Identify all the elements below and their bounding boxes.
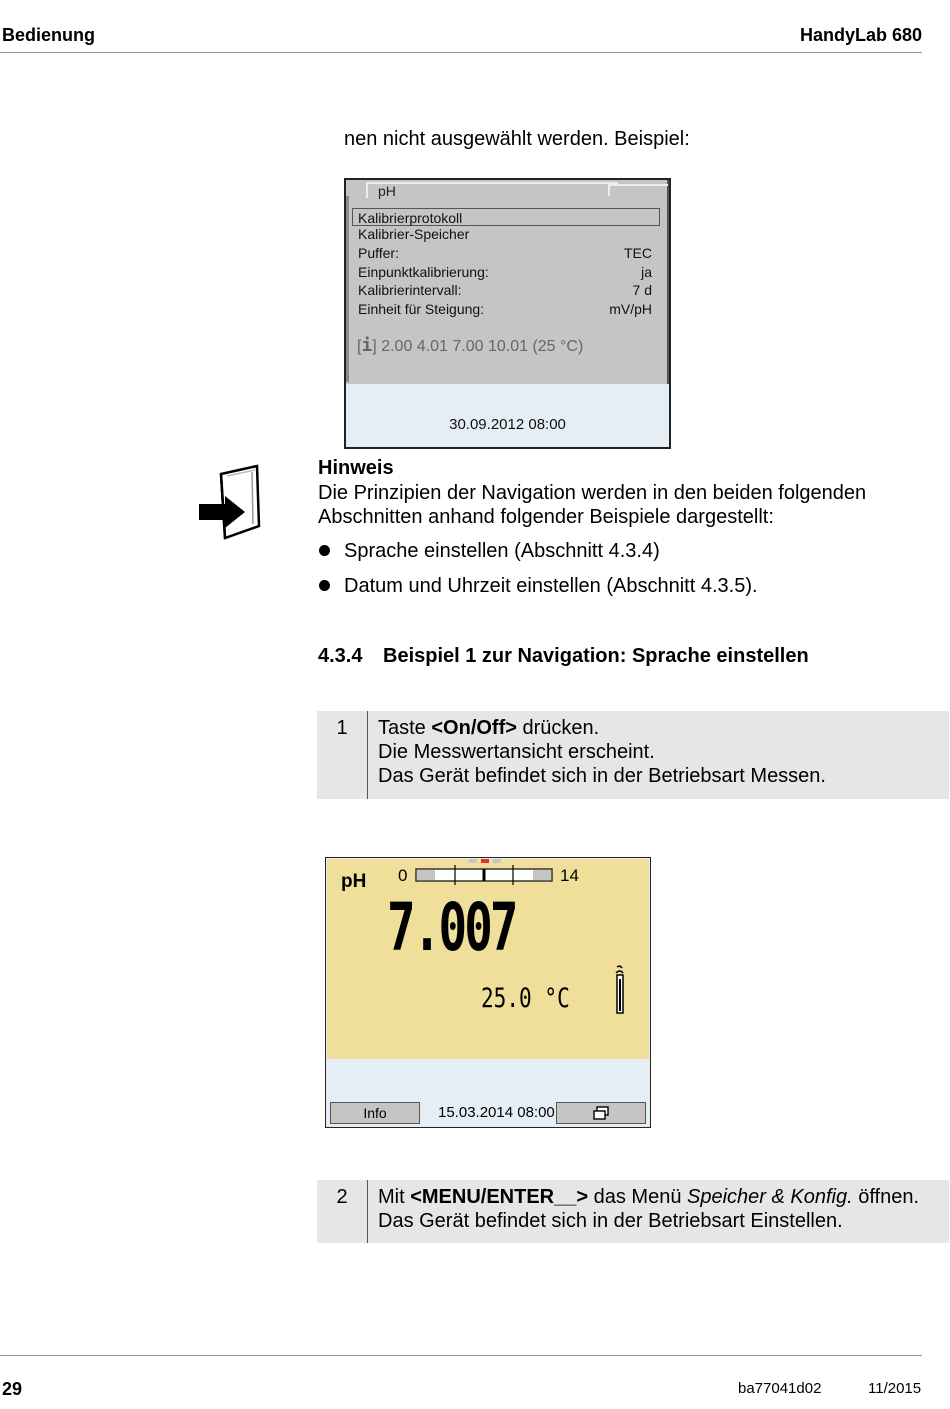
step-text-part: Taste	[378, 717, 432, 739]
step-number: 2	[336, 1186, 348, 1208]
measured-value: 7.007	[387, 889, 516, 966]
parameter-label: pH	[341, 871, 367, 892]
status-datetime: 15.03.2014 08:00	[438, 1104, 555, 1121]
menu-area	[346, 180, 669, 384]
step-1-row	[317, 711, 949, 799]
menu-item-label: Kalibrierintervall:	[358, 282, 462, 298]
section-title: Beispiel 1 zur Navigation: Sprache einstellen	[383, 645, 809, 667]
menu-item-label: Einheit für Steigung:	[358, 301, 485, 317]
info-bracket-close: ]	[372, 338, 377, 355]
menu-left-edge	[346, 196, 349, 382]
intro-text: nen nicht ausgewählt werden. Beispiel:	[344, 128, 690, 150]
menu-item-einheit-steigung[interactable]	[358, 300, 656, 318]
temperature-value: 25.0 °C	[481, 983, 570, 1014]
step-2-row	[317, 1180, 949, 1243]
header-rule	[0, 52, 922, 53]
menu-item-kalibrierprotokoll[interactable]	[352, 208, 660, 226]
key-label: <On/Off>	[431, 717, 517, 739]
step-text	[378, 1185, 919, 1233]
menu-item-label: Puffer:	[358, 245, 399, 261]
menu-item-kalibrierintervall[interactable]	[358, 281, 656, 299]
scale-max: 14	[560, 866, 579, 885]
step-line	[378, 716, 826, 740]
measurement-area	[327, 859, 649, 1059]
bullet-item: Datum und Uhrzeit einstellen (Abschnitt 4.3.5).	[344, 575, 758, 597]
step-line: Das Gerät befindet sich in der Betriebsart Messen.	[378, 765, 826, 787]
thermometer-icon	[613, 965, 627, 1015]
menu-tab: pH	[366, 182, 618, 198]
doc-date: 11/2015	[868, 1380, 922, 1397]
menu-tab-right	[608, 184, 668, 196]
menu-item-value: ja	[641, 264, 652, 280]
menu-item-puffer[interactable]	[358, 244, 656, 262]
menu-screen	[344, 178, 671, 449]
step-text-part: Mit	[378, 1186, 411, 1208]
step-text-part: öffnen.	[852, 1186, 920, 1208]
note-line-2: Abschnitten anhand folgender Beispiele dargestellt:	[318, 506, 774, 528]
menu-item-label: Kalibrier-Speicher	[358, 226, 470, 242]
bullet-item: Sprache einstellen (Abschnitt 4.3.4)	[344, 540, 660, 562]
header-right: HandyLab 680	[799, 25, 922, 45]
step-text	[378, 716, 826, 788]
softkey-info[interactable]	[330, 1102, 420, 1124]
step-line: Die Messwertansicht erscheint.	[378, 741, 655, 763]
info-bracket-open: [	[357, 338, 362, 355]
step-line: Das Gerät befindet sich in der Betriebsart Einstellen.	[378, 1210, 843, 1232]
step-text-part: das Menü	[588, 1186, 688, 1208]
info-icon: i	[361, 335, 373, 356]
menu-name: Speicher & Konfig.	[687, 1186, 853, 1208]
bullet-dot-icon	[319, 580, 330, 591]
menu-item-kalibrier-speicher[interactable]	[358, 225, 656, 243]
menu-item-value: mV/pH	[609, 301, 652, 317]
note-title: Hinweis	[318, 457, 394, 479]
note-line-1: Die Prinzipien der Navigation werden in den beiden folgenden	[318, 482, 867, 504]
window-stack-icon	[593, 1105, 609, 1119]
info-line	[357, 335, 583, 356]
menu-item-einpunktkalibrierung[interactable]	[358, 263, 656, 281]
softkey-window[interactable]	[556, 1102, 646, 1124]
section-number: 4.3.4	[318, 645, 363, 667]
footer-rule	[0, 1355, 922, 1356]
scale-bar	[415, 869, 553, 881]
step-line	[378, 1185, 919, 1209]
scale-min: 0	[398, 866, 408, 885]
menu-item-value: 7 d	[632, 282, 652, 298]
status-datetime: 30.09.2012 08:00	[449, 416, 566, 433]
step-divider	[367, 711, 368, 799]
menu-item-label: Kalibrierprotokoll	[358, 210, 463, 226]
info-text: 2.00 4.01 7.00 10.01 (25 °C)	[381, 338, 584, 355]
softkey-info-label: Info	[363, 1105, 387, 1121]
doc-id: ba77041d02	[738, 1380, 822, 1397]
step-divider	[367, 1180, 368, 1243]
page-number: 29	[2, 1379, 23, 1399]
step-text-part: drücken.	[516, 717, 600, 739]
note-book-icon	[197, 464, 267, 544]
bullet-dot-icon	[319, 545, 330, 556]
menu-item-label: Einpunktkalibrierung:	[358, 264, 489, 280]
key-label: <MENU/ENTER__>	[410, 1186, 589, 1208]
header-left: Bedienung	[2, 25, 95, 45]
measurement-screen	[325, 857, 651, 1128]
menu-item-value: TEC	[624, 245, 652, 261]
step-number: 1	[336, 717, 348, 739]
